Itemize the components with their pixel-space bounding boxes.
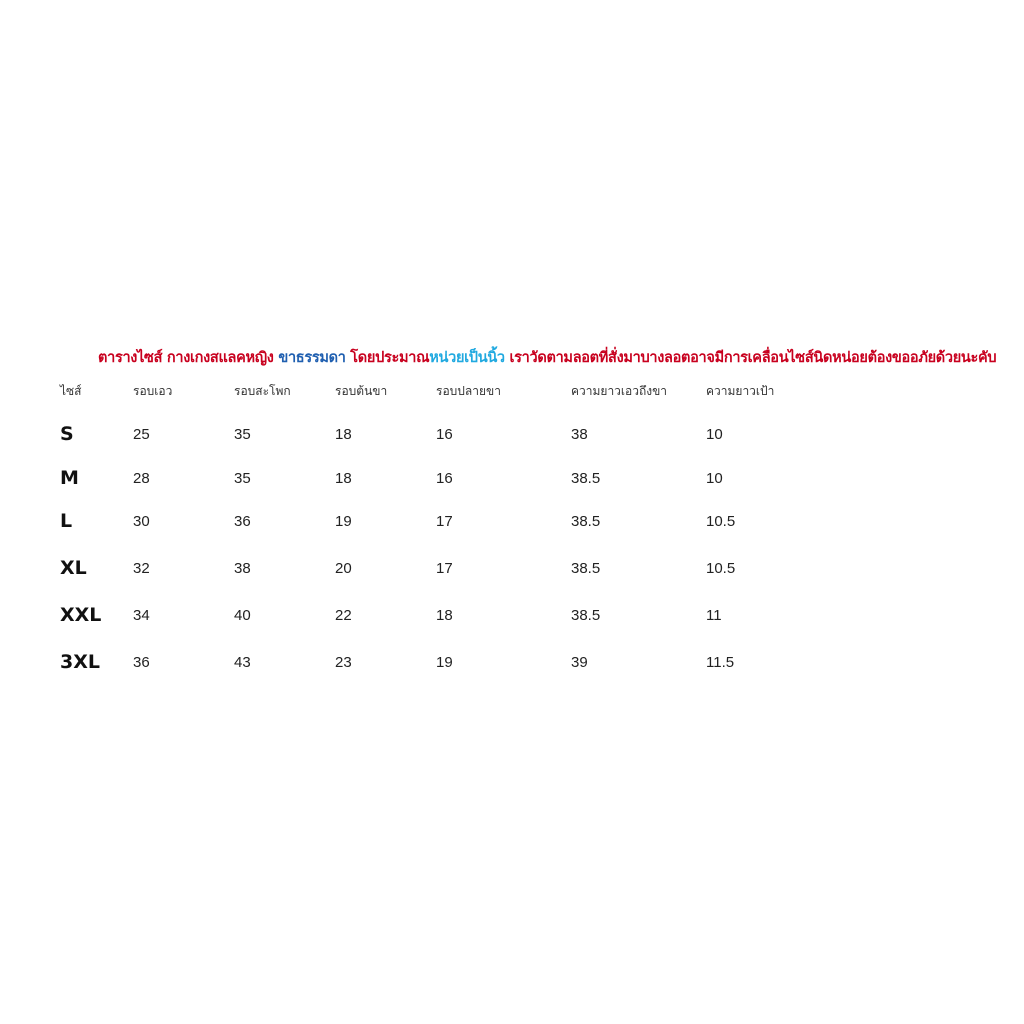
table-row xyxy=(60,550,840,586)
thigh-value: 20 xyxy=(335,559,352,577)
leg-opening-value: 16 xyxy=(436,425,453,443)
hip-value: 35 xyxy=(234,425,251,443)
header-thigh: รอบต้นขา xyxy=(335,383,388,398)
rise-value: 10.5 xyxy=(706,559,736,577)
length-value: 38.5 xyxy=(571,512,601,530)
thigh-value: 19 xyxy=(335,512,352,530)
header-size: ไซส์ xyxy=(60,383,82,398)
thigh-value: 18 xyxy=(335,425,352,443)
hip-value: 35 xyxy=(234,469,251,487)
rise-value: 10 xyxy=(706,469,723,487)
heading-segment-intro: ตารางไซส์ กางเกงสแลคหญิง xyxy=(98,349,279,366)
leg-opening-value: 16 xyxy=(436,469,453,487)
leg-opening-value: 19 xyxy=(436,653,453,671)
heading-segment-approx: โดยประมาณ xyxy=(350,349,430,366)
leg-opening-value: 18 xyxy=(436,606,453,624)
size-chart-heading xyxy=(98,346,1003,370)
table-row xyxy=(60,586,840,644)
rise-value: 11 xyxy=(706,606,722,624)
hip-value: 38 xyxy=(234,559,251,577)
size-table xyxy=(60,378,840,680)
length-value: 38.5 xyxy=(571,559,601,577)
heading-segment-note: เราวัดตามลอตที่สั่งมาบางลอตอาจมีการเคลื่อนไซส์นิดหน่อยต้องขออภัยด้วยนะคับ xyxy=(509,349,997,366)
leg-opening-value: 17 xyxy=(436,512,453,530)
length-value: 38.5 xyxy=(571,606,601,624)
table-row xyxy=(60,464,840,492)
size-label: S xyxy=(60,423,74,445)
thigh-value: 22 xyxy=(335,606,352,624)
heading-segment-unit: หน่วยเป็นนิ้ว xyxy=(429,349,510,366)
length-value: 38.5 xyxy=(571,469,601,487)
thigh-value: 18 xyxy=(335,469,352,487)
size-label: M xyxy=(60,467,79,489)
table-row xyxy=(60,404,840,464)
heading-segment-leg-style: ขาธรรมดา xyxy=(278,349,351,366)
waist-value: 32 xyxy=(133,559,150,577)
length-value: 38 xyxy=(571,425,588,443)
header-hip: รอบสะโพก xyxy=(234,383,291,398)
table-row xyxy=(60,492,840,550)
size-label: XL xyxy=(60,557,87,579)
header-waist: รอบเอว xyxy=(133,383,173,398)
header-length: ความยาวเอวถึงขา xyxy=(571,383,668,398)
hip-value: 43 xyxy=(234,653,251,671)
rise-value: 10 xyxy=(706,425,723,443)
rise-value: 10.5 xyxy=(706,512,736,530)
hip-value: 40 xyxy=(234,606,251,624)
leg-opening-value: 17 xyxy=(436,559,453,577)
table-row xyxy=(60,644,840,680)
waist-value: 34 xyxy=(133,606,150,624)
size-label: XXL xyxy=(60,604,102,626)
header-leg-opening: รอบปลายขา xyxy=(436,383,501,398)
table-header-row xyxy=(60,378,840,404)
waist-value: 30 xyxy=(133,512,150,530)
waist-value: 36 xyxy=(133,653,150,671)
waist-value: 25 xyxy=(133,425,150,443)
hip-value: 36 xyxy=(234,512,251,530)
thigh-value: 23 xyxy=(335,653,352,671)
rise-value: 11.5 xyxy=(706,653,735,671)
header-rise: ความยาวเป้า xyxy=(706,383,775,398)
waist-value: 28 xyxy=(133,469,150,487)
length-value: 39 xyxy=(571,653,588,671)
size-label: L xyxy=(60,510,73,532)
size-label: 3XL xyxy=(60,651,100,673)
